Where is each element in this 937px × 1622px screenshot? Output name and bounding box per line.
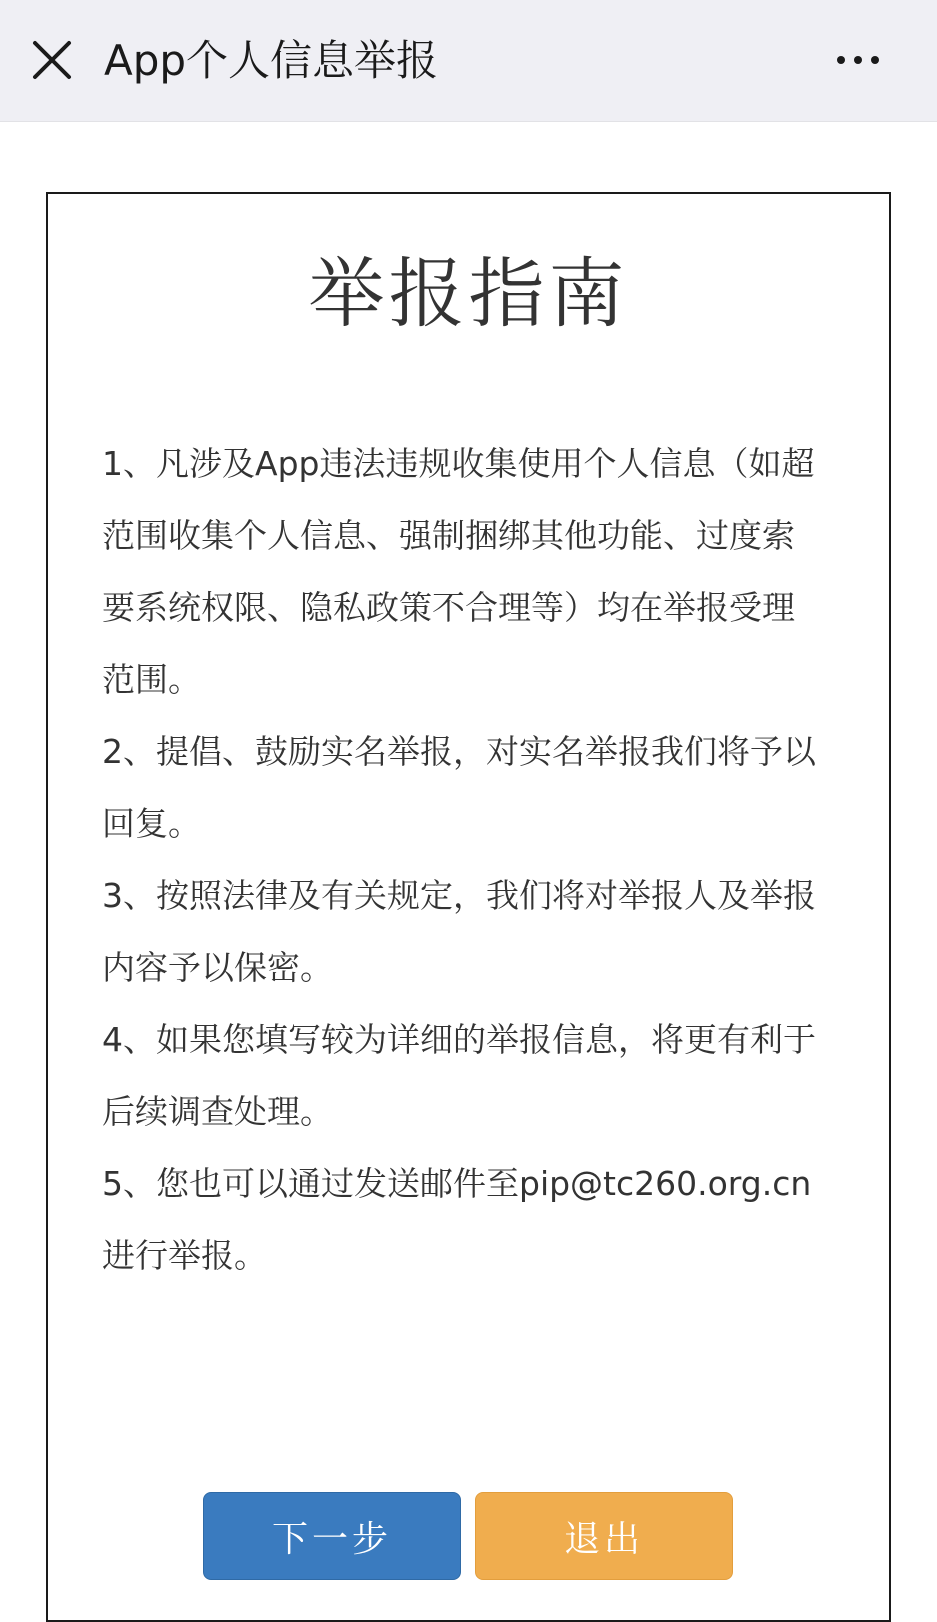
guide-item: 2、提倡、鼓励实名举报，对实名举报我们将予以回复。 xyxy=(102,732,816,843)
guide-title: 举报指南 xyxy=(308,249,629,338)
more-icon xyxy=(837,56,845,64)
next-step-button[interactable]: 下一步 xyxy=(203,1492,461,1580)
guide-item: 1、凡涉及App违法违规收集使用个人信息（如超范围收集个人信息、强制捆绑其他功能、过度索要系统权限、隐私政策不合理等）均在举报受理范围。 xyxy=(102,444,815,699)
guide-item: 5、您也可以通过发送邮件至pip@tc260.org.cn进行举报。 xyxy=(102,1164,812,1275)
page-title: App个人信息举报 xyxy=(104,36,439,85)
report-guide-card xyxy=(46,192,891,1622)
guide-item: 3、按照法律及有关规定，我们将对举报人及举报内容予以保密。 xyxy=(102,876,816,987)
more-options-button[interactable] xyxy=(823,30,893,90)
guide-item: 4、如果您填写较为详细的举报信息，将更有利于后续调查处理。 xyxy=(102,1020,816,1131)
guide-list xyxy=(102,428,822,1292)
close-icon xyxy=(31,39,73,81)
exit-button[interactable]: 退出 xyxy=(475,1492,733,1580)
close-button[interactable] xyxy=(22,30,82,90)
top-navigation-bar xyxy=(0,0,937,122)
